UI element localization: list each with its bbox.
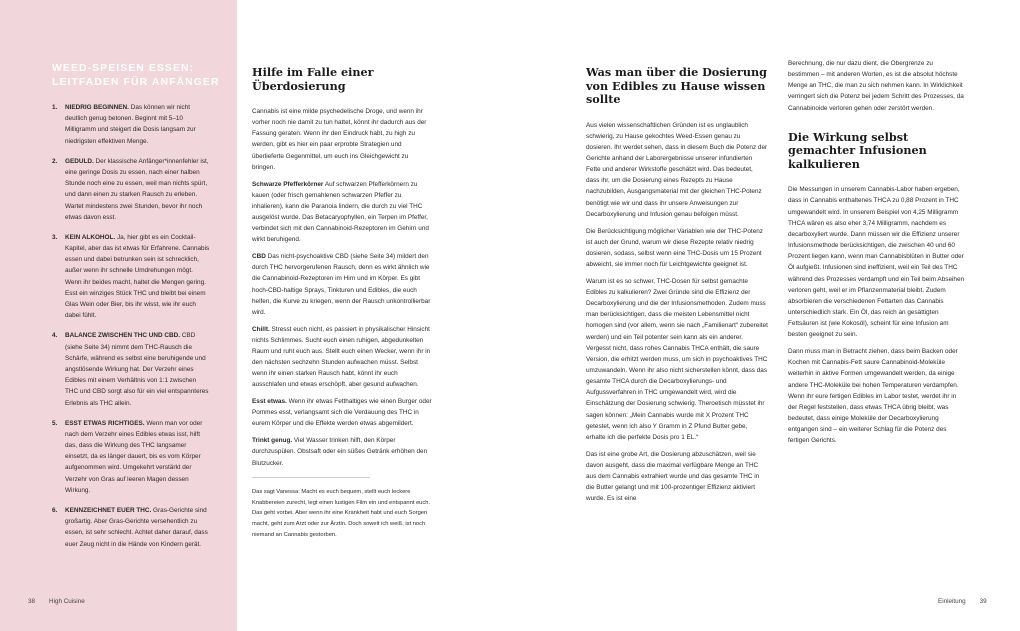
list-item [52, 102, 210, 147]
paragraph: Warum ist es so schwer, THC-Dosen für selbst gemachte Edibles zu kalkulieren? Zwei Gründe sind die Effizienz der Decarboxylierung und die der Infusionsmethoden. Zudem muss man berücksichtigen, dass die meisten Lebensmittel nicht homogen sind (vor allem, wenn sie nach „Familienart“ zubereitet werden) und ein Teil potenter sein kann als ein anderer. Vergesst nicht, dass rohes Cannabis THCA enthält, die saure Version, die erhitzt werden muss, um sich in psychoaktives THC umzuwandeln. Wenn ihr also nicht sicherstellen könnt, dass das gesamte THCA durch die Decarboxylierungs- und Aufgussverfahren in THC umgewandelt wird, wird die Einschätzung der Dosierung schwierig. Theroetisch müsstet ihr sagen können: „Mein Cannabis wurde mit X Prozent THC getestet, wenn ich also Y Gramm in Z Pfund Butter gebe, erhalte ich die perfekte Dosis pro 1 EL.“ [586, 277, 768, 441]
sidebar-title: WEED-SPEISEN ESSEN: LEITFADEN FÜR ANFÄNGER [52, 63, 220, 88]
list-item [52, 330, 210, 408]
list-item-text: Wenn man vor oder nach dem Verzehr eines Edibles etwas isst, hilft das, dass die Wirkung des THC langsamer einsetzt, da es länger dauert, bis es vom Körper aufgenommen wird. Umgekehrt verstärkt der Verzehr von Gras auf leeren Magen dessen Wirkung. [65, 419, 203, 494]
paragraph-lead: CBD [252, 253, 266, 261]
list-number: 2. [52, 157, 58, 165]
running-title: High Cuisine [49, 598, 85, 605]
paragraph: Aus vielen wissenschaftlichen Gründen ist es unglaublich schwierig, zu Hause gekochtes Weed-Essen genau zu dosieren. Ihr werdet sehen, dass in diesem Buch die Potenz der Gerichte anhand der Laborergebnisse unserer infundierten Fette und anderer Wirkstoffe geschätzt wird. Das bedeutet, dass ihr, um die Dosierung eines Rezepts zu Hause nachzubilden, Ausgangsmaterial mit der gleichen THC-Potenz benötigt wie wir und dass ihr unsere Anweisungen zur Decarboxylierung und Infusion genau befolgen müsst. [586, 121, 768, 218]
section-heading: Hilfe im Falle einer Überdosierung [252, 65, 374, 93]
section-heading: Was man über die Dosierung von Edibles zu Hause wissen sollte [586, 65, 767, 106]
paragraph-text: Wenn ihr etwas Fetthaltiges wie einen Burger oder Pommes esst, verlangsamt sich die Verdauung des THC in eurem Körper und die Effekte werden etwas abgemildert. [252, 398, 432, 428]
divider [252, 477, 370, 478]
page-number: 38 [28, 598, 36, 605]
sidebar-panel [0, 0, 237, 631]
paragraph-text: Viel Wasser trinken hilft, den Körper durchzuspülen. Obstsaft oder ein süßes Getränk erhöhen den Blutzucker. [252, 437, 428, 467]
paragraph-text: Cannabis ist eine milde psychedelische Droge, und wenn ihr vorher noch nie damit zu tun hattet, könnt ihr dadurch aus der Fassung geraten. Wenn ihr den Eindruck habt, zu high zu werden, gibt es hier ein paar erprobte Strategien und überlieferte Gegenmittel, um euch ins Gleichgewicht zu bringen. [252, 108, 427, 171]
list-item [52, 156, 210, 223]
list-number: 1. [52, 104, 58, 111]
list-item-lead: GEDULD. [65, 157, 94, 165]
paragraph [252, 106, 432, 173]
list-item-text: Ja, hier gibt es ein Cocktail-Kapitel, aber das ist etwas für Erfahrene. Cannabis essen und dabei betrunken sein ist schrecklich, außer wenn ihr schnelle Umdrehungen mögt. Wenn ihr beides macht, haltet die Mengen gering. Esst ein winziges Stück THC und bleibt bei einem Glas Wein oder Bier, bis ihr wisst, wie ihr euch dabei fühlt. [65, 233, 210, 320]
list-item-lead: ESST ETWAS RICHTIGES. [65, 419, 145, 427]
list-item [52, 505, 210, 550]
paragraph: Die Messungen in unserem Cannabis-Labor haben ergeben, dass in Cannabis enthaltenes THCA zu 0,88 Prozent in THC umgewandelt wird. In unserem Beispiel von 4,25 Milligramm THCA wären es also eher 3,74 Milligramm, nachdem es decarboxyliert wurde. Dann müssen wir die Effizienz unserer Infusionsmethode berücksichtigen, die zwischen 40 und 60 Prozent liegen kann, wenn man Cannabisblüten in Butter oder Öl aufgießt. Infusionen sind ineffizient, weil ein Teil des THC während des Prozesses verdampft und ein Teil beim Abseihen verloren geht, weil er im Pflanzenmaterial bleibt. Zudem absorbieren die verschiedenen Fettarten das Cannabis unterschiedlich stark. Ein Öl, das reich an gesättigten Fettsäuren ist (wie Kokosöl), scheint für eine Infusion am besten geeignet zu sein. [788, 186, 965, 339]
paragraph: Dann muss man in Betracht ziehen, dass beim Backen oder Kochen mit Cannabis-Fett saure Cannabinoid-Moleküle weiterhin in aktive Formen umgewandelt werden, da einige andere THC-Moleküle bei hohen Temperaturen verdampfen. Wenn ihr eure fertigen Edibles im Labor testet, werdet ihr in der Regel feststellen, dass etwas THCA übrig bleibt, was bedeutet, dass einige Moleküle der Decarboxylierung entgangen sind – ein weiterer Schlag für die Potenz des fertigen Gerichts. [788, 348, 959, 445]
list-item-text: Der klassische Anfänger*innenfehler ist, eine geringe Dosis zu essen, nach einer halben Stunde noch eine zu essen, weil man nichts spürt, und dann einen zu starken Rausch zu erleben. Wartet mindestens zwei Stunden, bevor ihr noch etwas davon esst. [65, 157, 209, 221]
paragraph: Die Berücksichtigung möglicher Variablen wie der THC-Potenz ist auch der Grund, warum wir diese Rezepte relativ niedrig dosieren, sodass, selbst wenn eine THC-Dosis um 15 Prozent abweicht, sie immer noch für Leichtgewichte geeignet ist. [586, 227, 764, 268]
list-item-lead: BALANCE ZWISCHEN THC UND CBD. [65, 332, 181, 340]
list-item-text: CBD (siehe Seite 34) nimmt dem THC-Rausch die Schärfe, während es selbst eine beruhigende und angstlösende Wirkung hat. Der Verzehr eines Edibles mit einem Verhältnis von 1:1 zwischen THC und CBD sorgt also für ein viel entspannteres Erlebnis als THC allein. [65, 332, 209, 407]
paragraph: Berechnung, die nur dazu dient, die Obergrenze zu bestimmen – mit anderen Worten, es ist die absolut höchste Menge an THC, die man zu sich nehmen kann. In Wirklichkeit verringert sich die Potenz bei jedem Schritt des Prozesses, da Cannabinoide verloren gehen oder zerstört werden. [788, 60, 964, 112]
paragraph [252, 251, 432, 318]
running-title: Einleitung [938, 598, 966, 605]
right-page-footer [938, 598, 987, 605]
paragraph-lead: Chillt. [252, 325, 270, 333]
list-item-lead: NIEDRIG BEGINNEN. [65, 104, 129, 111]
paragraph [252, 396, 432, 429]
paragraph-lead: Trinkt genug. [252, 437, 293, 445]
overdose-column [252, 66, 432, 547]
paragraph-lead: Esst etwas. [252, 398, 287, 406]
page-number: 39 [979, 598, 987, 605]
section-heading: Die Wirkung selbst gemachter Infusionen kalkulieren [788, 129, 927, 171]
tips-list [52, 102, 210, 559]
paragraph: Das ist eine grobe Art, die Dosierung abzuschätzen, weil sie davon ausgeht, dass die maximal verfügbare Menge an THC aus dem Cannabis extrahiert wurde und das gesamte THC in die Butter gelangt und mit 100-prozentiger Effizienz aktiviert wurde. Es ist eine [586, 450, 760, 503]
list-number: 3. [52, 233, 58, 241]
paragraph [252, 179, 432, 246]
list-number: 6. [52, 506, 58, 514]
paragraph-text: Das nicht-psychoaktive CBD (siehe Seite 34) mildert den durch THC hervorgerufenen Rausch, denn es wirkt ähnlich wie die Cannabinoid-Rezeptoren im Hirn und im Körper. Es gibt hoch-CBD-haltige Sprays, Tinkturen und Edibles, die euch helfen, die Kurve zu kriegen, wenn der Rausch unkontrollierbar wird. [252, 253, 431, 316]
list-item [52, 232, 210, 322]
dosage-column [586, 66, 768, 510]
paragraph-text: Auf schwarzen Pfefferkörnern zu kauen (oder frisch gemahlenen schwarzen Pfeffer zu inhalieren), kann die Paranoia lindern, die durch zu viel THC ausgelöst wurde. Das Betacaryophyllen, ein Terpen im Pfeffer, verbindet sich mit den Cannabinoid-Rezeptoren im Gehirn und wirkt beruhigend. [252, 180, 429, 244]
paragraph-lead: Schwarze Pfefferkörner [252, 180, 324, 188]
list-item-lead: KENNZEICHNET EUER THC. [65, 506, 152, 514]
side-note: Das sagt Vanessa: Macht es euch bequem, stellt euch leckere Knabbereien zurecht, legt einen lustigen Film ein und entspannt euch. Das geht vorbei. Aber wenn ihr eine Krankheit habt und euch Sorgen macht, geht zum Arzt oder zur Ärztin. Doch soweit ich weiß, ist noch niemand an Cannabis gestorben. [252, 488, 431, 539]
list-number: 5. [52, 419, 58, 427]
infusion-column [788, 58, 965, 452]
paragraph [252, 435, 432, 468]
list-item-lead: KEIN ALKOHOL. [65, 233, 116, 241]
paragraph [252, 324, 432, 391]
list-item-text: Gras-Gerichte sind großartig. Aber Gras-Gerichte versehentlich zu essen, ist sehr schlecht. Achtet daher darauf, dass euer Zeug nicht in die Hände von Kindern gerät. [65, 506, 208, 548]
list-item-text: Das können wir nicht deutlich genug betonen. Beginnt mit 5–10 Milligramm und steigert die Dosis langsam zur niedrigsten effektiven Menge. [65, 104, 196, 145]
list-number: 4. [52, 332, 58, 340]
list-item [52, 418, 210, 496]
paragraph-text: Stresst euch nicht, es passiert in physikalischer Hinsicht nichts Schlimmes. Sucht euch einen ruhigen, abgedunkelten Raum und ruht euch aus. Stellt euch einen Wecker, wenn ihr in den nächsten sechzehn Stunden aufwachen müsst. Selbst wenn ihr einen starken Rausch habt, könnt ihr euch ausschlafen und etwas erschöpft, aber gesund aufwachen. [252, 325, 431, 389]
left-page-footer [28, 598, 85, 605]
